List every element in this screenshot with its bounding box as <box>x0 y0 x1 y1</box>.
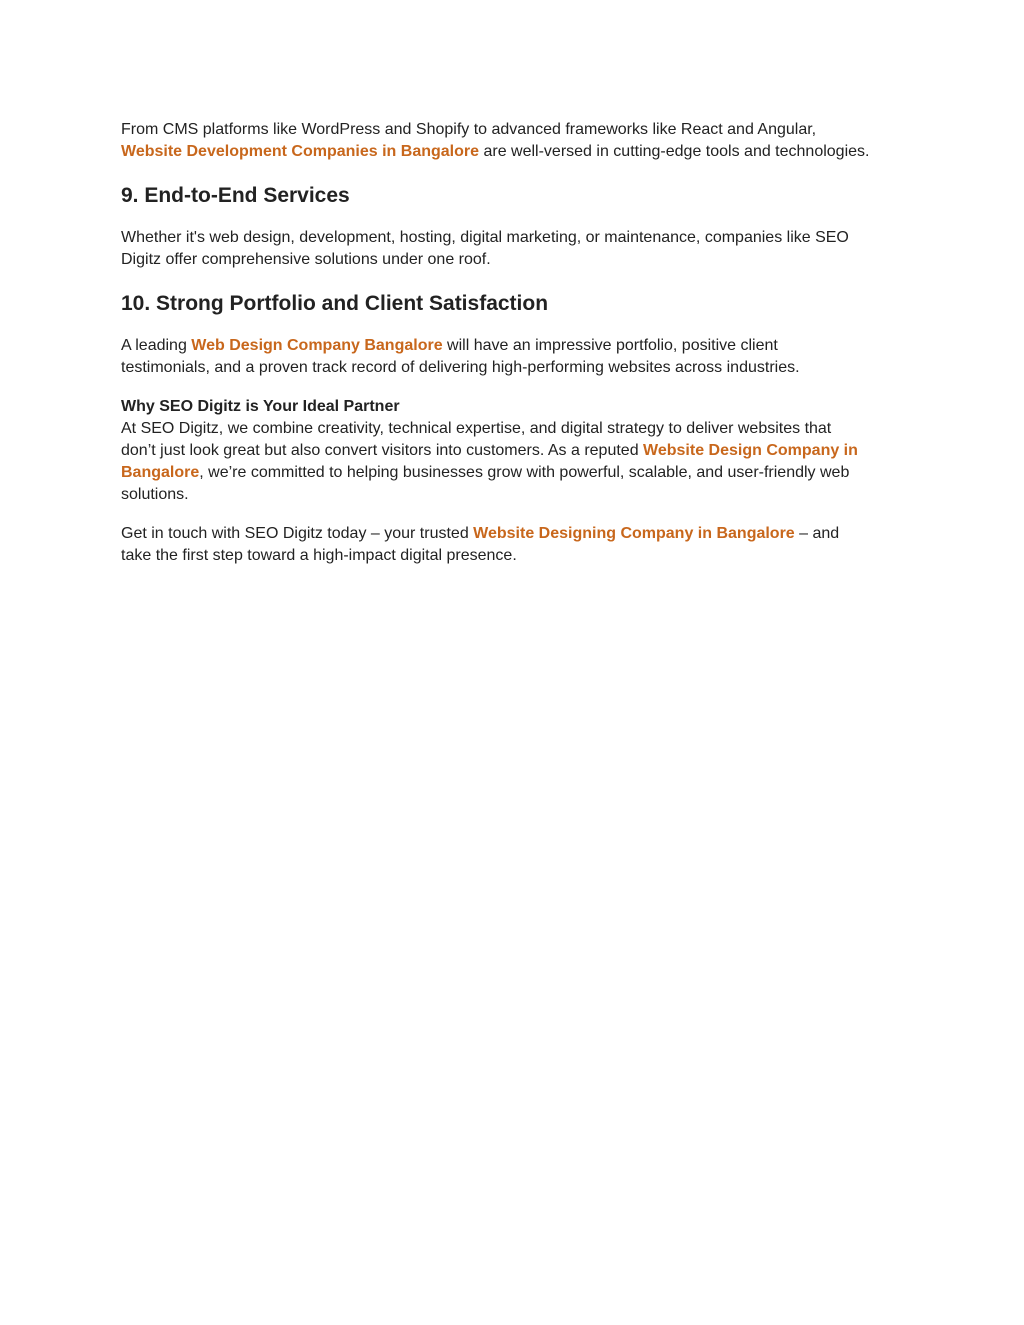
paragraph-portfolio: A leading Web Design Company Bangalore will have an impressive portfolio, positive client testimonials, and a proven track record of delivering high-performing websites across industries. <box>121 337 800 376</box>
link-web-design-company[interactable]: Web Design Company Bangalore <box>191 337 443 354</box>
heading-end-to-end-services: 9. End-to-End Services <box>121 184 350 207</box>
paragraph-end-to-end: Whether it's web design, development, hosting, digital marketing, or maintenance, companies like SEO Digitz offer comprehensive solutions under one roof. <box>121 229 849 268</box>
link-website-design-company[interactable]: Website Design Company in <box>643 442 858 459</box>
link-website-development-companies[interactable]: Website Development Companies in Bangalore <box>121 143 480 160</box>
paragraph-frameworks: From CMS platforms like WordPress and Shopify to advanced frameworks like React and Angular, Website Development Companies in Bangalore are well-versed in cutting-edge tools and technologies. <box>121 121 870 160</box>
why-title: Why SEO Digitz is Your Ideal Partner <box>121 398 400 415</box>
paragraph-why-seo-digitz: Why SEO Digitz is Your Ideal Partner At SEO Digitz, we combine creativity, technical expertise, and digital strategy to deliver websites that don’t just look great but also convert visitors into customers. As a reputed Website Design Company in Bangalore, we’re committed to helping businesses grow with powerful, scalable, and user-friendly web solutions. <box>121 398 858 503</box>
heading-strong-portfolio: 10. Strong Portfolio and Client Satisfaction <box>121 292 549 315</box>
paragraph-cta: Get in touch with SEO Digitz today – your trusted Website Designing Company in Bangalore – and take the first step toward a high-impact digital presence. <box>121 525 840 564</box>
link-website-designing-company[interactable]: Website Designing Company in Bangalore <box>473 525 795 542</box>
link-website-design-company-cont[interactable]: Bangalore <box>121 464 200 481</box>
document-body <box>121 119 921 567</box>
